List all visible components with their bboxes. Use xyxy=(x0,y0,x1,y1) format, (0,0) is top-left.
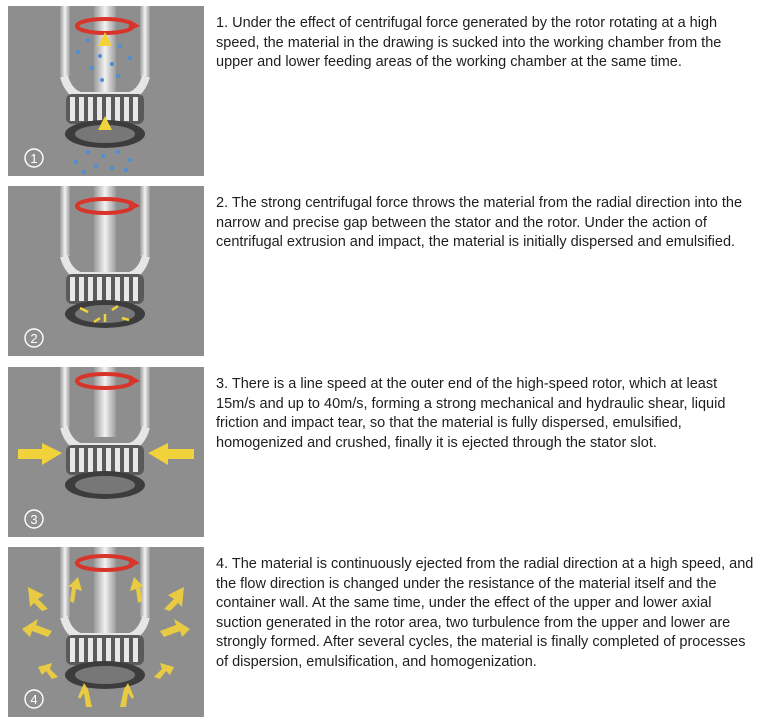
homogenizer-circulation-diagram xyxy=(8,547,204,717)
step-4-illustration xyxy=(8,547,204,717)
step-number: 4 xyxy=(30,692,38,707)
homogenizer-dispersion-diagram xyxy=(8,186,204,356)
step-number: 1 xyxy=(30,151,38,166)
step-4-description: 4. The material is continuously ejected from the radial direction at a high speed, and the flow direction is changed under the resistance of the material itself and the container wall. At the same time, under the effect of the upper and lower axial suction generated in the rotor area, two turbulence from the upper and lower are strongly formed. After several cycles, the material is finally completed of processes of dispersion, emulsification, and homogenization. xyxy=(216,556,754,670)
step-3-illustration xyxy=(8,367,204,537)
homogenizer-suction-diagram xyxy=(8,6,204,176)
homogenizer-ejection-diagram xyxy=(8,367,204,537)
step-2-illustration xyxy=(8,186,204,356)
step-1-description: 1. Under the effect of centrifugal force generated by the rotor rotating at a high speed, the material in the drawing is sucked into the working chamber from the upper and lower feeding areas of the working chamber at the same time. xyxy=(216,15,722,71)
step-3-description: 3. There is a line speed at the outer end of the high-speed rotor, which at least 15m/s and up to 40m/s, forming a strong mechanical and hydraulic shear, liquid friction and impact tear, so that the material is fully dispersed, emulsified, homogenized and crushed, finally it is ejected through the stator slot. xyxy=(216,376,726,451)
step-number: 3 xyxy=(30,512,38,527)
step-2-description: 2. The strong centrifugal force throws the material from the radial direction into the narrow and precise gap between the stator and the rotor. Under the action of centrifugal extrusion and impact, the material is initially dispersed and emulsified. xyxy=(216,195,743,251)
step-1-illustration xyxy=(8,6,204,176)
step-number: 2 xyxy=(30,331,38,346)
